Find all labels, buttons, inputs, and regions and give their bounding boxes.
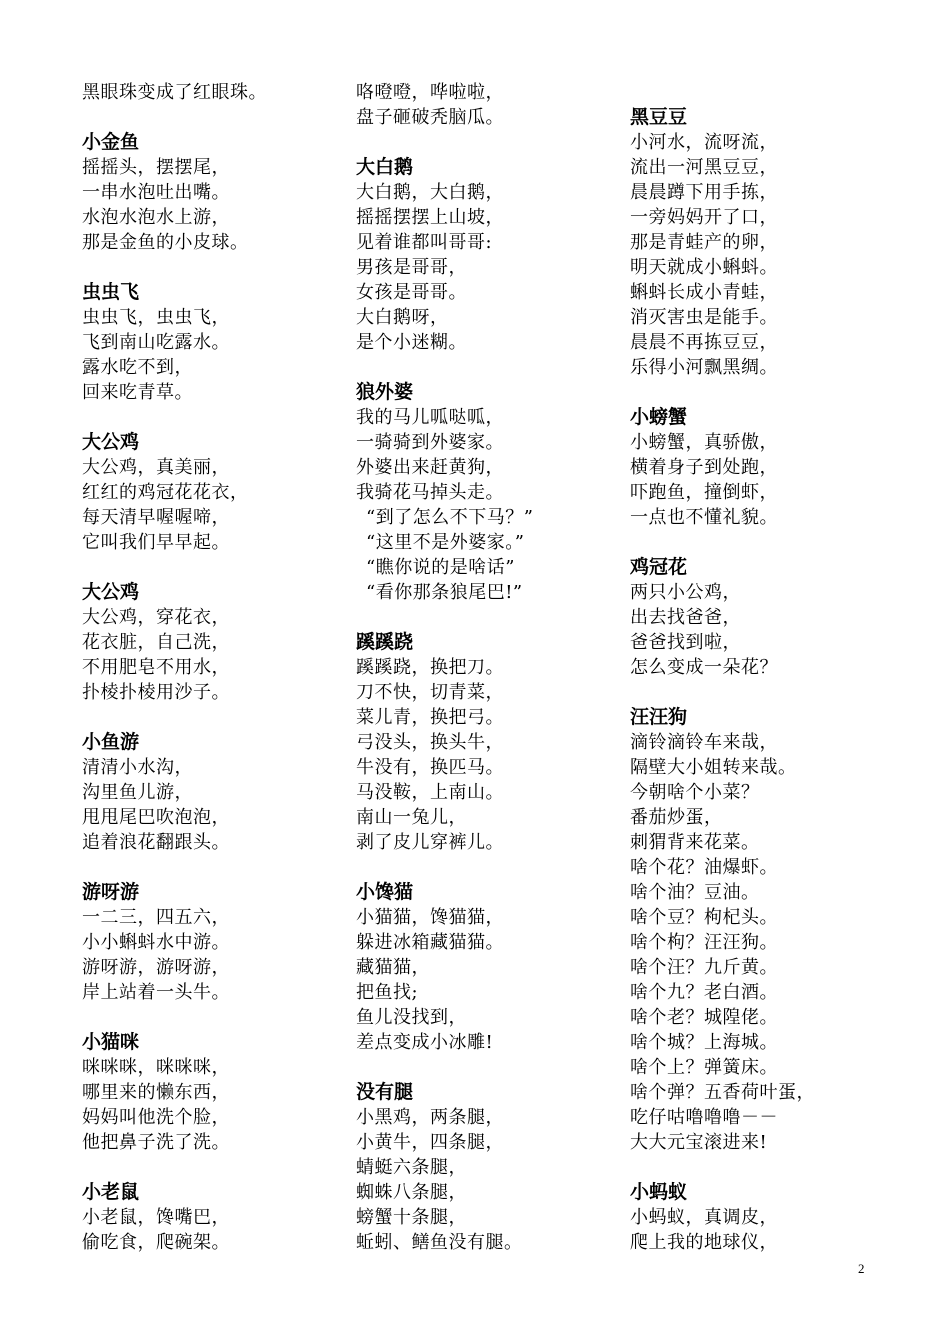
- poem-block: [356, 630, 616, 855]
- poem-title: 小螃蟹: [630, 406, 688, 428]
- poem-line: 啥个油？豆油。: [630, 882, 760, 903]
- poem-line: 每天清早喔喔啼，: [82, 507, 230, 528]
- poem-line: 蚯蚓、鳝鱼没有腿。: [356, 1232, 523, 1253]
- poem-line: 刺猬背来花菜。: [630, 832, 760, 853]
- poem-line: 蝌蚪长成小青蛙，: [630, 282, 778, 303]
- poem-line: 大白鹅，大白鹅，: [356, 182, 504, 203]
- poem-line: 乐得小河飘黑绸。: [630, 357, 778, 378]
- poem-line: 蜻蜓六条腿，: [356, 1157, 467, 1178]
- poem-line: 虫虫飞，虫虫飞，: [82, 307, 230, 328]
- poem-line: 小小蝌蚪水中游。: [82, 932, 230, 953]
- poem-line: 花衣脏，自己洗，: [82, 632, 230, 653]
- poem-line: 菜儿青，换把弓。: [356, 707, 504, 728]
- poem-line: 蜘蛛八条腿，: [356, 1182, 467, 1203]
- poem-line: 一旁妈妈开了口，: [630, 207, 778, 228]
- poem-line: 我的马儿呱哒呱，: [356, 407, 504, 428]
- poem-line: 大白鹅呀，: [356, 307, 449, 328]
- poem-line: 小猫猫，馋猫猫，: [356, 907, 504, 928]
- poem-line: 红红的鸡冠花花衣，: [82, 482, 249, 503]
- poem-line: 外婆出来赶黄狗，: [356, 457, 504, 478]
- poem-line: 哪里来的懒东西，: [82, 1082, 230, 1103]
- poem-line: 刀不快，切青菜，: [356, 682, 504, 703]
- poem-line: 晨晨蹲下用手拣，: [630, 182, 778, 203]
- poem-line: 出去找爸爸，: [630, 607, 741, 628]
- poem-line: 回来吃青草。: [82, 382, 193, 403]
- poem-line: 啥个汪？九斤黄。: [630, 957, 778, 978]
- poem-title: 小蚂蚁: [630, 1181, 688, 1203]
- poem-line: 螃蟹十条腿，: [356, 1207, 467, 1228]
- poem-line: 甩甩尾巴吹泡泡，: [82, 807, 230, 828]
- poem-line: 小蚂蚁，真调皮，: [630, 1207, 778, 1228]
- poem-line: 番茄炒蛋，: [630, 807, 723, 828]
- poem-line: 妈妈叫他洗个脸，: [82, 1107, 230, 1128]
- poem-line: 啥个老？城隍佬。: [630, 1007, 778, 1028]
- poem-line: 黑眼珠变成了红眼珠。: [82, 82, 267, 103]
- poem-line: 弓没头，换头牛，: [356, 732, 504, 753]
- poem-line: 怎么变成一朵花？: [630, 657, 778, 678]
- poem-line: 扑棱扑棱用沙子。: [82, 682, 230, 703]
- poem-line: 它叫我们早早起。: [82, 532, 230, 553]
- poem-line: 啥个九？老白酒。: [630, 982, 778, 1003]
- poem-block: [356, 380, 616, 605]
- poem-line: 明天就成小蝌蚪。: [630, 257, 778, 278]
- poem-block: [630, 705, 890, 1155]
- poem-title: 游呀游: [82, 881, 140, 903]
- poem-line: 差点变成小冰雕!: [356, 1032, 494, 1053]
- poem-block: [356, 880, 616, 1055]
- poem-title: 大公鸡: [82, 581, 140, 603]
- poem-block: [82, 730, 342, 855]
- poem-line: 游呀游，游呀游，: [82, 957, 230, 978]
- poem-line: 大公鸡，真美丽，: [82, 457, 230, 478]
- poem-line: 牛没有，换匹马。: [356, 757, 504, 778]
- poem-line: 消灭害虫是能手。: [630, 307, 778, 328]
- poem-line: 一二三，四五六，: [82, 907, 230, 928]
- poem-line: 盘子砸破秃脑瓜。: [356, 107, 504, 128]
- poem-line: 飞到南山吃露水。: [82, 332, 230, 353]
- poem-block: [82, 1180, 342, 1255]
- poem-line: 啥个豆？枸杞头。: [630, 907, 778, 928]
- poem-line: 晨晨不再拣豆豆，: [630, 332, 778, 353]
- poem-line: “瞧你说的是啥话”: [366, 557, 515, 578]
- poem-title: 鸡冠花: [630, 556, 688, 578]
- poem-line: 小老鼠，馋嘴巴，: [82, 1207, 230, 1228]
- poem-line: 小黄牛，四条腿，: [356, 1132, 504, 1153]
- poem-line: 啥个上？弹簧床。: [630, 1057, 778, 1078]
- poem-block: [82, 880, 342, 1005]
- poem-line: 啥个枸？汪汪狗。: [630, 932, 778, 953]
- poem-line: 躲进冰箱藏猫猫。: [356, 932, 504, 953]
- poem-block: [82, 1030, 342, 1155]
- poem-line: 鱼儿没找到，: [356, 1007, 467, 1028]
- poem-title: 小金鱼: [82, 131, 140, 153]
- poem-line: 追着浪花翻跟头。: [82, 832, 230, 853]
- poem-line: 滴铃滴铃车来哉，: [630, 732, 778, 753]
- poem-title: 小鱼游: [82, 731, 140, 753]
- poem-line: “这里不是外婆家。”: [366, 532, 525, 553]
- poem-line: 爸爸找到啦，: [630, 632, 741, 653]
- poem-title: 黑豆豆: [630, 106, 688, 128]
- poem-line: 男孩是哥哥，: [356, 257, 467, 278]
- poem-line: 我骑花马掉头走。: [356, 482, 504, 503]
- poem-line: 女孩是哥哥。: [356, 282, 467, 303]
- poem-block: [82, 130, 342, 255]
- poem-block: [630, 105, 890, 380]
- poem-line: 摇摇摆摆上山坡，: [356, 207, 504, 228]
- poem-line: 今朝啥个小菜？: [630, 782, 760, 803]
- poem-title: 大白鹅: [356, 156, 414, 178]
- poem-line: 小螃蟹，真骄傲，: [630, 432, 778, 453]
- poem-title: 虫虫飞: [82, 281, 140, 303]
- poem-line: 吓跑鱼，撞倒虾，: [630, 482, 778, 503]
- poem-line: 不用肥皂不用水，: [82, 657, 230, 678]
- page-number: 2: [858, 1261, 865, 1276]
- poem-line: “看你那条狼尾巴!”: [366, 582, 523, 603]
- poem-line: 露水吃不到，: [82, 357, 193, 378]
- poem-line: 流出一河黑豆豆，: [630, 157, 778, 178]
- poem-line: 是个小迷糊。: [356, 332, 467, 353]
- poem-line: 小河水，流呀流，: [630, 132, 778, 153]
- poem-line: 摇摇头，摆摆尾，: [82, 157, 230, 178]
- poem-line: 南山一兔儿，: [356, 807, 467, 828]
- poem-block: [630, 405, 890, 530]
- poem-line: 横着身子到处跑，: [630, 457, 778, 478]
- poem-line: 岸上站着一头牛。: [82, 982, 230, 1003]
- poem-title: 小馋猫: [356, 881, 414, 903]
- poem-block: [356, 155, 616, 355]
- poem-line: 啥个弹？五香荷叶蛋，: [630, 1082, 815, 1103]
- poem-line: 马没鞍，上南山。: [356, 782, 504, 803]
- poem-title: 没有腿: [356, 1081, 414, 1103]
- poem-block: [630, 1180, 890, 1255]
- poem-line: 剥了皮儿穿裤儿。: [356, 832, 504, 853]
- poem-title: 蹊蹊跷: [356, 631, 414, 653]
- poem-line: “到了怎么不下马？”: [366, 507, 534, 528]
- poem-line: 啥个花？油爆虾。: [630, 857, 778, 878]
- poem-line: 那是青蛙产的卵，: [630, 232, 778, 253]
- poem-line: 隔壁大小姐转来哉。: [630, 757, 797, 778]
- poem-line: 咪咪咪，咪咪咪，: [82, 1057, 230, 1078]
- poem-block: [82, 80, 342, 105]
- poem-line: 藏猫猫，: [356, 957, 430, 978]
- poem-title: 大公鸡: [82, 431, 140, 453]
- poem-block: [356, 80, 616, 130]
- poem-line: 偷吃食，爬碗架。: [82, 1232, 230, 1253]
- poem-title: 小猫咪: [82, 1031, 140, 1053]
- poem-line: 吃仔咕噜噜噜－－: [630, 1107, 778, 1128]
- poem-block: [82, 430, 342, 555]
- poem-line: 见着谁都叫哥哥:: [356, 232, 493, 253]
- poem-line: 清清小水沟，: [82, 757, 193, 778]
- poem-line: 那是金鱼的小皮球。: [82, 232, 249, 253]
- poem-line: 啥个城？上海城。: [630, 1032, 778, 1053]
- poem-block: [82, 280, 342, 405]
- poem-line: 沟里鱼儿游，: [82, 782, 193, 803]
- poem-title: 狼外婆: [356, 381, 414, 403]
- poem-line: 一串水泡吐出嘴。: [82, 182, 230, 203]
- poem-block: [82, 580, 342, 705]
- poem-line: 一点也不懂礼貌。: [630, 507, 778, 528]
- poem-line: 爬上我的地球仪，: [630, 1232, 778, 1253]
- poem-line: 两只小公鸡，: [630, 582, 741, 603]
- poem-block: [630, 555, 890, 680]
- poem-line: 水泡水泡水上游，: [82, 207, 230, 228]
- poem-line: 大大元宝滚进来!: [630, 1132, 768, 1153]
- poem-line: 小黑鸡，两条腿，: [356, 1107, 504, 1128]
- poem-line: 他把鼻子洗了洗。: [82, 1132, 230, 1153]
- poem-line: 大公鸡，穿花衣，: [82, 607, 230, 628]
- poem-line: 把鱼找;: [356, 982, 419, 1003]
- poem-block: [356, 1080, 616, 1255]
- poem-title: 汪汪狗: [630, 706, 688, 728]
- poem-title: 小老鼠: [82, 1181, 140, 1203]
- poem-line: 蹊蹊跷，换把刀。: [356, 657, 504, 678]
- poem-line: 咯噔噔，哗啦啦，: [356, 82, 504, 103]
- poem-line: 一骑骑到外婆家。: [356, 432, 504, 453]
